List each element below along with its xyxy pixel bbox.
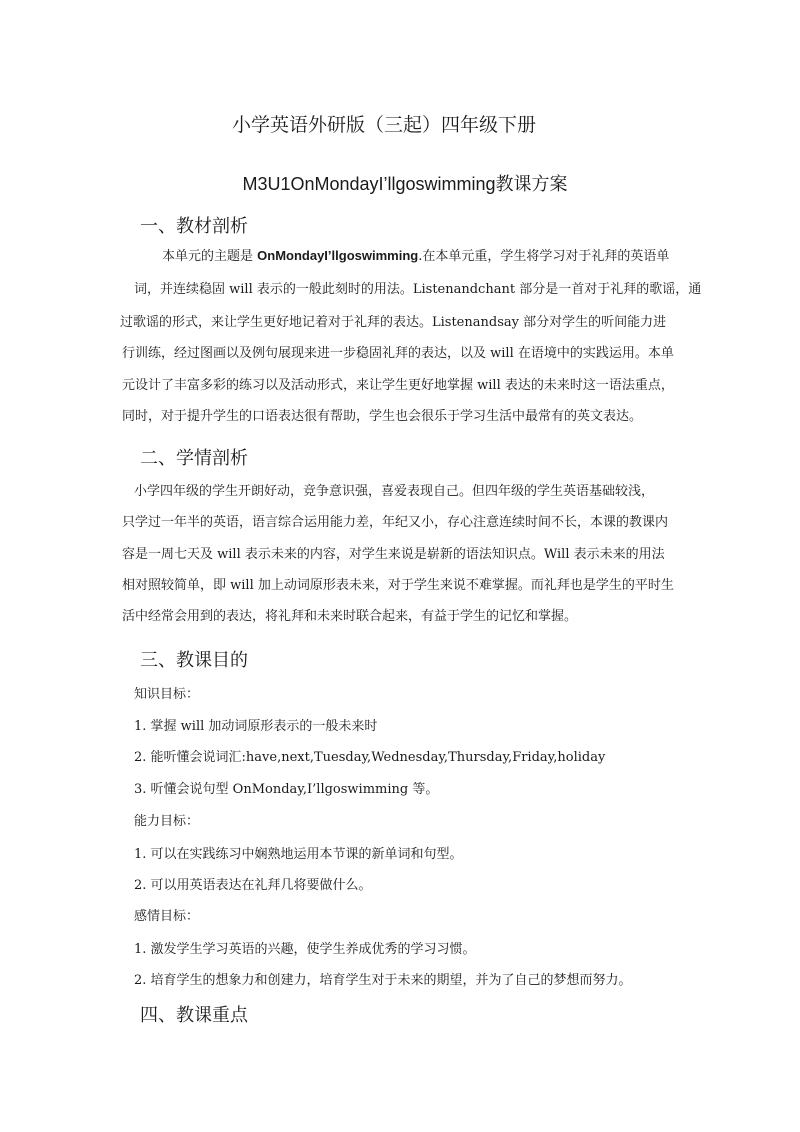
goal-label-ability: 能力目标： bbox=[134, 814, 200, 829]
section1-line-1-bold: OnMondayI’llgoswimming bbox=[257, 248, 419, 263]
section1-line-1 bbox=[162, 249, 669, 263]
section1-line-4: 行训练，经过图画以及例句展现来进一步稳固礼拜的表达，以及 will 在语境中的实践运用。本单 bbox=[122, 346, 674, 361]
knowledge-item-2: 2. 能听懂会说词汇:have,next,Tuesday,Wednesday,Thursday,Friday,holiday bbox=[134, 750, 606, 765]
knowledge-item-3: 3. 听懂会说句型 OnMonday,I’llgoswimming 等。 bbox=[134, 782, 439, 797]
section1-line-2: 词，并连续稳固 will 表示的一般此刻时的用法。Listenandchant 部分是一首对于礼拜的歌谣，通 bbox=[134, 282, 702, 297]
section1-line-3: 过歌谣的形式，来让学生更好地记着对于礼拜的表达。Listenandsay 部分对学生的听间能力进 bbox=[120, 315, 667, 330]
section2-line-4: 相对照较简单，即 will 加上动词原形表未来，对于学生来说不难掌握。而礼拜也是学生的平时生 bbox=[122, 578, 674, 593]
section1-line-5: 元设计了丰富多彩的练习以及活动形式，来让学生更好地掌握 will 表达的未来时这一语法重点， bbox=[122, 378, 674, 393]
section2-line-5: 活中经常会用到的表达，将礼拜和未来时联合起来，有益于学生的记忆和掌握。 bbox=[122, 609, 578, 624]
document-subtitle bbox=[0, 170, 800, 196]
ability-item-2: 2. 可以用英语表达在礼拜几将要做什么。 bbox=[134, 878, 372, 893]
subtitle-chinese: 教课方案 bbox=[495, 174, 568, 195]
section-heading-3: 三、教课目的 bbox=[140, 650, 248, 671]
section2-line-3: 容是一周七天及 will 表示未来的内容，对学生来说是崭新的语法知识点。Will 表示未来的用法 bbox=[122, 547, 665, 562]
emotion-item-2: 2. 培育学生的想象力和创建力，培育学生对于未来的期望，并为了自己的梦想而努力。 bbox=[134, 973, 632, 988]
knowledge-item-1: 1. 掌握 will 加动词原形表示的一般未来时 bbox=[134, 719, 378, 734]
subtitle-english: M3U1OnMondayI’llgoswimming bbox=[242, 174, 496, 194]
section-heading-1: 一、教材剖析 bbox=[140, 216, 248, 237]
section-heading-4: 四、教课重点 bbox=[140, 1005, 248, 1026]
section1-line-1-pre: 本单元的主题是 bbox=[162, 249, 258, 264]
section1-line-6: 同时，对于提升学生的口语表达很有帮助，学生也会很乐于学习生活中最常有的英文表达。 bbox=[122, 409, 643, 424]
section-heading-2: 二、学情剖析 bbox=[140, 448, 248, 469]
goal-label-emotion: 感情目标： bbox=[134, 909, 200, 924]
goal-label-knowledge: 知识目标： bbox=[134, 687, 200, 702]
section2-line-1: 小学四年级的学生开朗好动，竞争意识强，喜爱表现自己。但四年级的学生英语基础较浅， bbox=[134, 484, 655, 499]
section2-line-2: 只学过一年半的英语，语言综合运用能力差，年纪又小，存心注意连续时间不长，本课的教课内 bbox=[122, 515, 669, 530]
section1-line-1-post: .在本单元重，学生将学习对于礼拜的英语单 bbox=[418, 249, 670, 264]
document-title: 小学英语外研版（三起）四年级下册 bbox=[231, 114, 536, 136]
emotion-item-1: 1. 激发学生学习英语的兴趣，使学生养成优秀的学习习惯。 bbox=[134, 942, 476, 957]
ability-item-1: 1. 可以在实践练习中娴熟地运用本节课的新单词和句型。 bbox=[134, 847, 463, 862]
